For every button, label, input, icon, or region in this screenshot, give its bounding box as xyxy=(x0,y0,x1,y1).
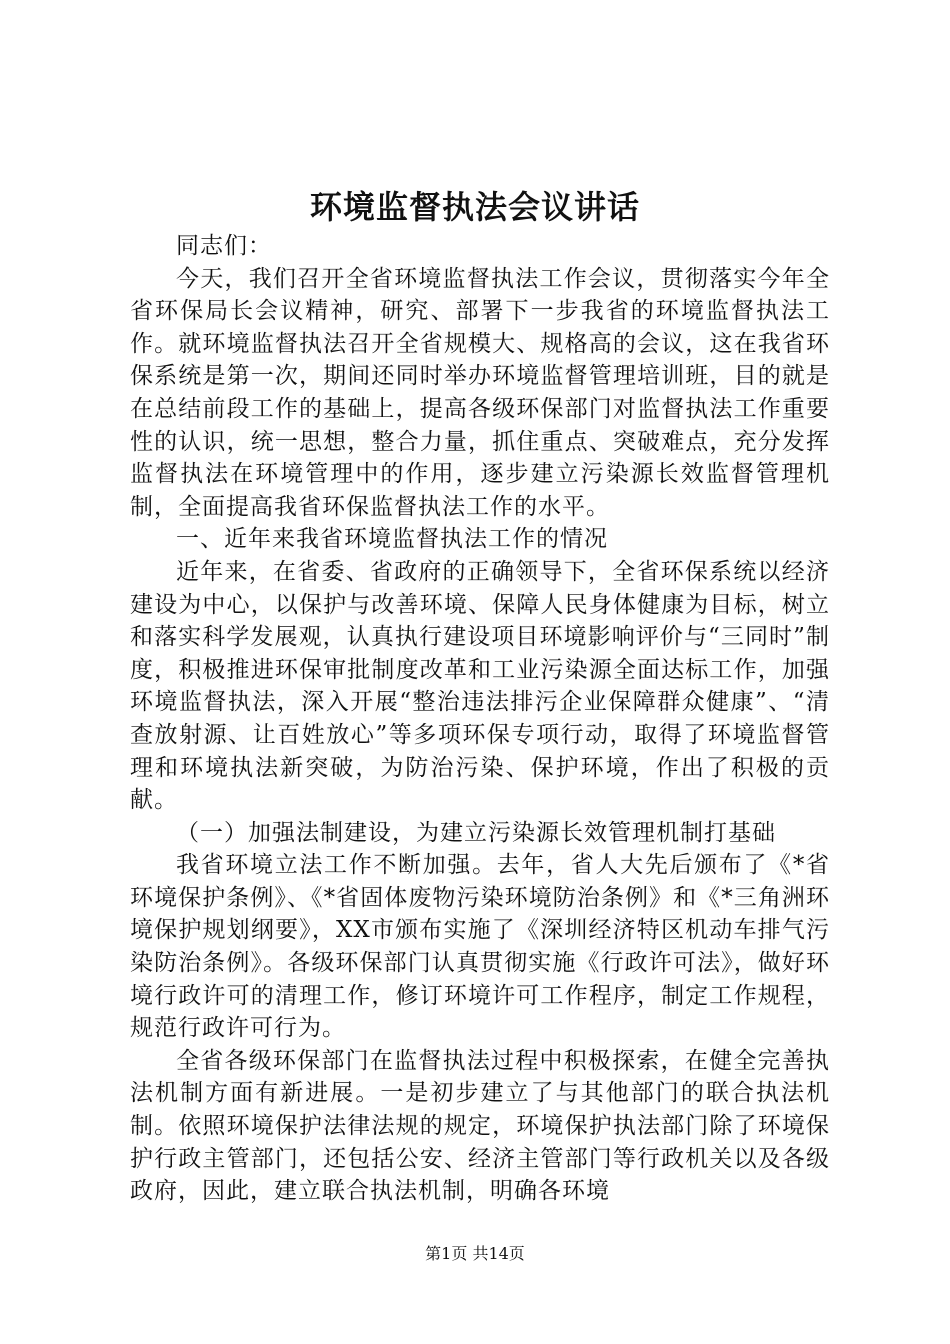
subsection-heading-1: （一）加强法制建设，为建立污染源长效管理机制打基础 xyxy=(176,819,776,846)
salutation: 同志们： xyxy=(176,233,272,259)
document-title: 环境监督执法会议讲话 xyxy=(309,188,640,226)
paragraph-section-1: 近年来，在省委、省政府的正确领导下，全省环保系统以经济建设为中心，以保护与改善环境、保障人民身体健康为目标，树立和落实科学发展观，认真执行建设项目环境影响评价与“三同时”制度，积极推进环保审批制度改革和工业污染源全面达标工作，加强环境监督执法，深入开展“整治违法排污企业保障群众健康”、“清查放射源、让百姓放心”等多项环保专项行动，取得了环境监督管理和环境执法新突破，为防治污染、保护环境，作出了积极的贡献。 xyxy=(130,558,830,814)
paragraph-enforcement: 全省各级环保部门在监督执法过程中积极探索，在健全完善执法机制方面有新进展。一是初步建立了与其他部门的联合执法机制。依照环境保护法律法规的规定，环境保护执法部门除了环境保护行政主管部门，还包括公安、经济主管部门等行政机关以及各级政府，因此，建立联合执法机制，明确各环境 xyxy=(130,1047,830,1205)
section-heading-1: 一、近年来我省环境监督执法工作的情况 xyxy=(176,526,608,553)
paragraph-legislation: 我省环境立法工作不断加强。去年，省人大先后颁布了《*省环境保护条例》、《*省固体废物污染环境防治条例》和《*三角洲环境保护规划纲要》，XX市颁布实施了《深圳经济特区机动车排气污染防治条例》。各级环保部门认真贯彻实施《行政许可法》，做好环境行政许可的清理工作，修订环境许可工作程序，制定工作规程，规范行政许可行为。 xyxy=(130,852,830,1042)
page-number-footer: 第1页 共14页 xyxy=(425,1244,525,1263)
paragraph-intro: 今天，我们召开全省环境监督执法工作会议，贯彻落实今年全省环保局长会议精神，研究、部署下一步我省的环境监督执法工作。就环境监督执法召开全省规模大、规格高的会议，这在我省环保系统是第一次，期间还同时举办环境监督管理培训班，目的就是在总结前段工作的基础上，提高各级环保部门对监督执法工作重要性的认识，统一思想，整合力量，抓住重点、突破难点，充分发挥监督执法在环境管理中的作用，逐步建立污染源长效监督管理机制，全面提高我省环保监督执法工作的水平。 xyxy=(130,265,830,520)
document-body xyxy=(130,230,830,1208)
